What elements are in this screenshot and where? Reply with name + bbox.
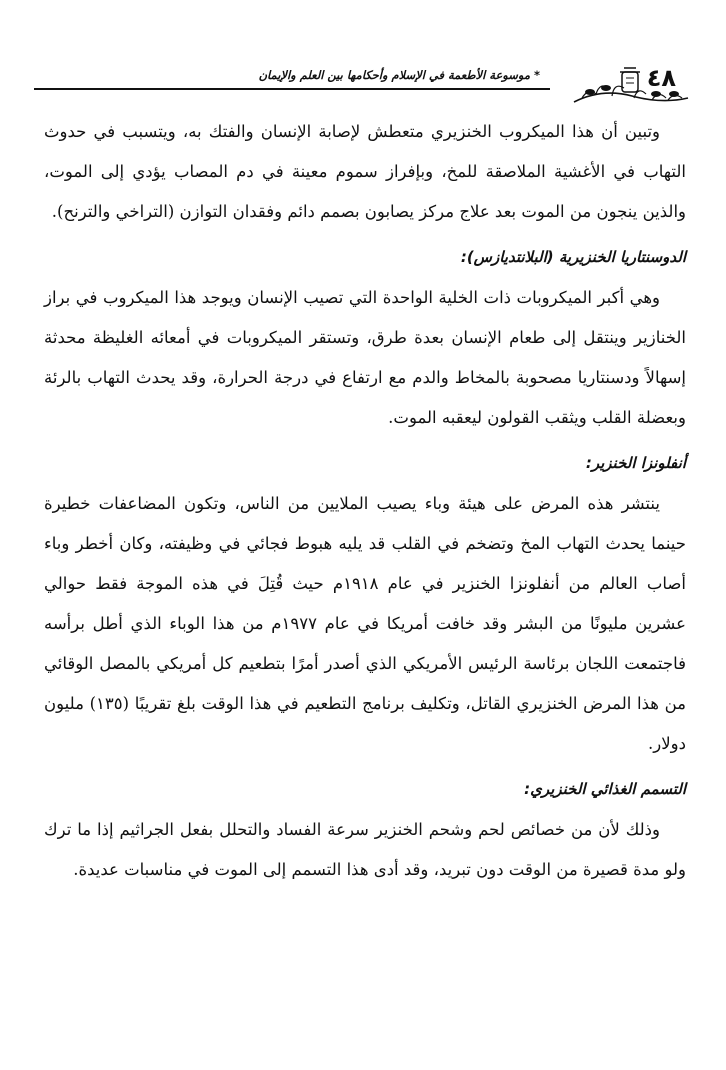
header-divider [34, 88, 550, 90]
paragraph-meningitis: وتبين أن هذا الميكروب الخنزيري متعطش لإصابة الإنسان والفتك به، ويتسبب في حدوث التهاب في الأغشية الملاصقة للمخ، وبإفراز سموم معينة في دم المصاب يؤدي إلى الموت، والذين ينجون من الموت بعد علاج مركز يصابون بصمم دائم وفقدان التوازن (التراخي والترنح). [44, 122, 686, 221]
heading-dysentery: الدوسنتاريا الخنزيرية (البلانتديازس): [460, 248, 686, 266]
heading-swine-flu: أنفلونزا الخنزير: [585, 454, 686, 472]
paragraph-swine-flu: ينتشر هذه المرض على هيئة وباء يصيب الملايين من الناس، وتكون المضاعفات خطيرة حينما يحدث التهاب المخ وتضخم في القلب قد يليه هبوط فجائي في وظيفته، وكان أخطر وباء أصاب العالم من أنفلونزا الخنزير في عام ١٩١٨م حيث قُتِلَ في هذه الموجة فقط حوالي عشرين مليونًا من البشر وقد خافت أمريكا في عام ١٩٧٧م من هذا الوباء الذي أطل برأسه فاجتمعت اللجان برئاسة الرئيس الأمريكي الذي أصدر أمرًا بتطعيم كل أمريكي بالمصل الوقائي من هذا المرض الخنزيري القاتل، وتكليف برنامج التطعيم في هذا الوقت بلغ تقريبًا (١٣٥) مليون دولار. [44, 494, 687, 753]
page-number: ٤٨ [646, 64, 676, 92]
paragraph-dysentery: وهي أكبر الميكروبات ذات الخلية الواحدة التي تصيب الإنسان ويوجد هذا الميكروب في براز الخنازير وينتقل إلى طعام الإنسان بعدة طرق، وتستقر الميكروبات في أمعائه الغليظة محدثة إسهالاً ودسنتاريا مصحوبة بالمخاط والدم مع ارتفاع في درجة الحرارة، وقد يحدث التهاب بالرئة وبعضلة القلب ويثقب القولون ليعقبه الموت. [44, 288, 686, 427]
running-title: * موسوعة الأطعمة في الإسلام وأحكامها بين العلم والإيمان [258, 68, 540, 82]
page-body [44, 112, 686, 890]
heading-food-poisoning: التسمم الغذائي الخنزيري: [524, 780, 686, 798]
page-header [34, 58, 690, 108]
paragraph-food-poisoning: وذلك لأن من خصائص لحم وشحم الخنزير سرعة الفساد والتحلل بفعل الجراثيم إذا ما ترك ولو مدة قصيرة من الوقت دون تبريد، وقد أدى هذا التسمم إلى الموت في مناسبات عديدة. [44, 820, 686, 879]
